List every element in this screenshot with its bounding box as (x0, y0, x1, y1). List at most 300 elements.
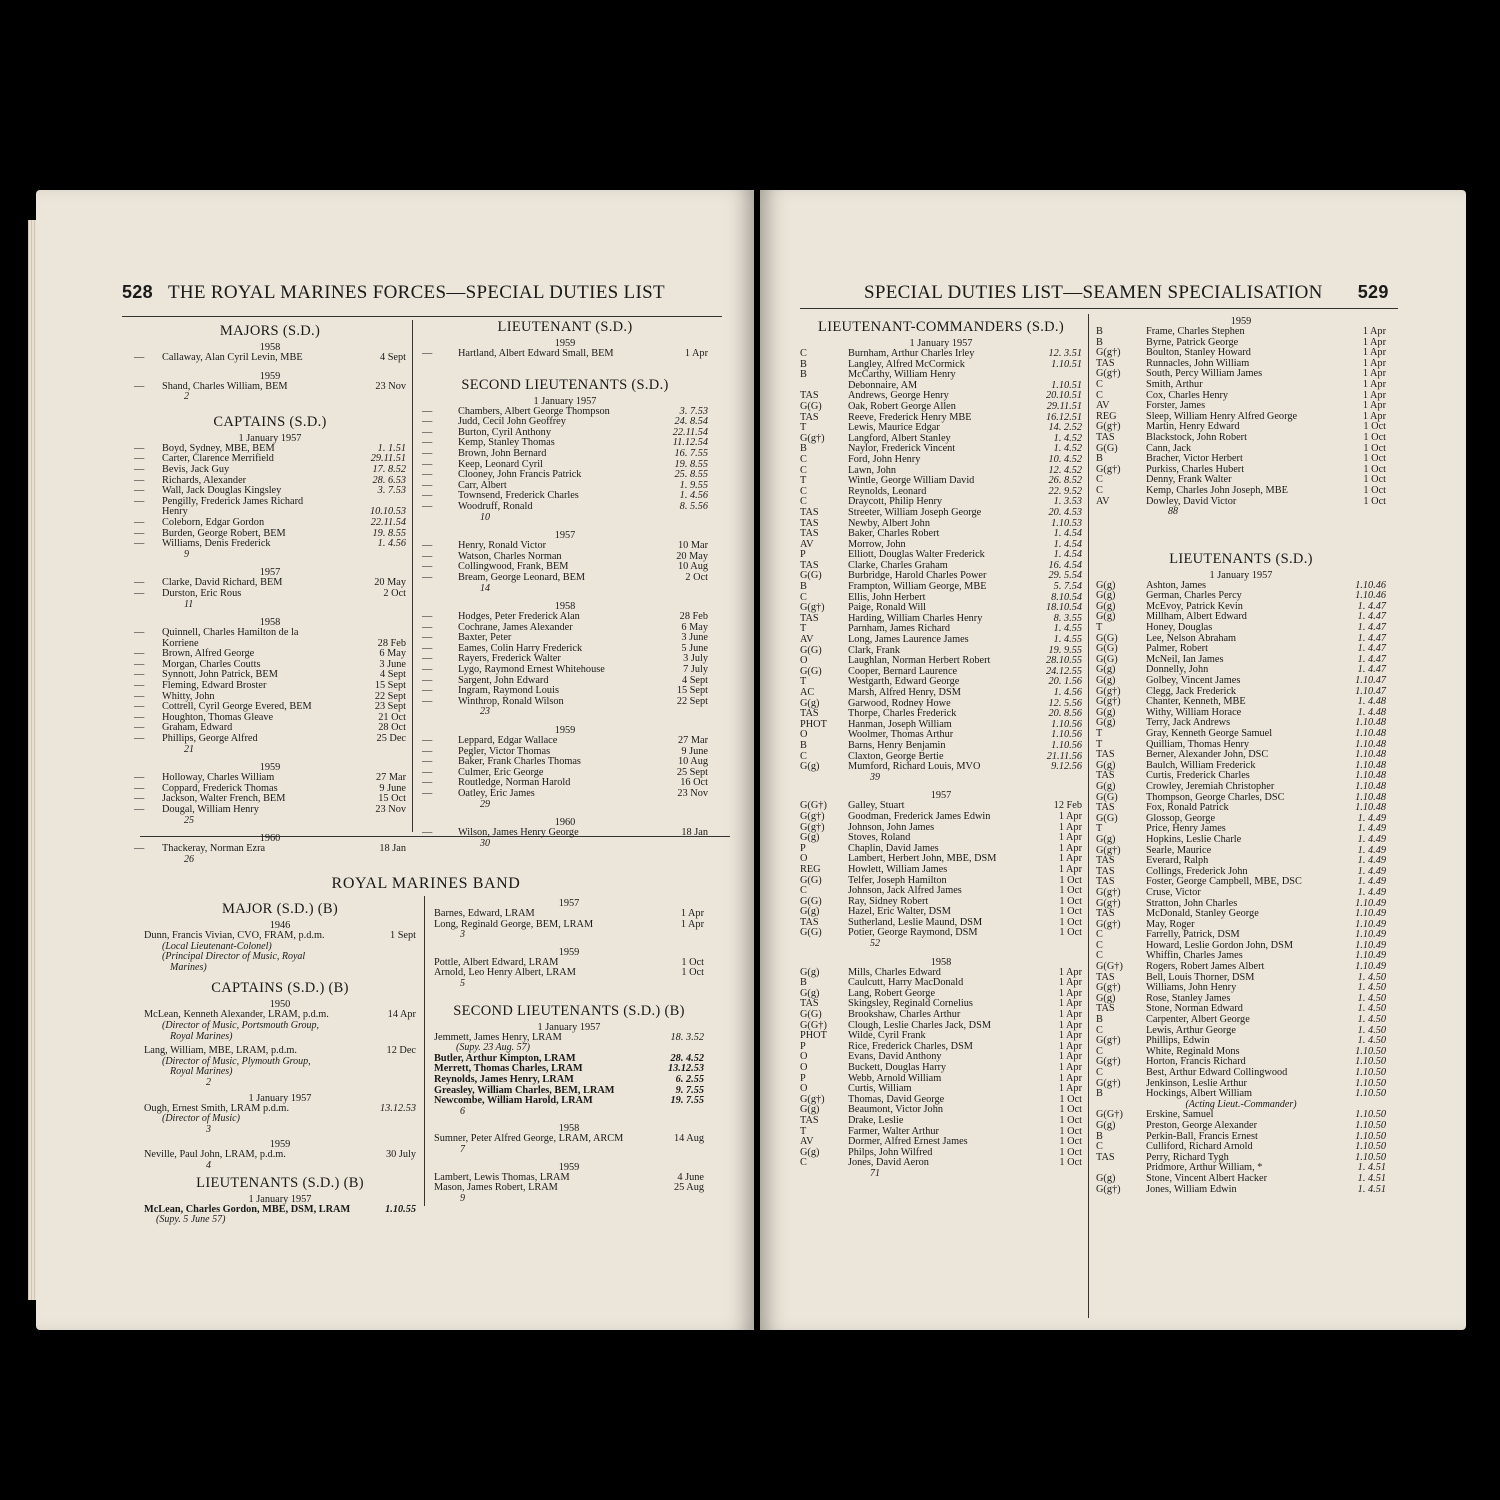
date: 2 Oct (383, 587, 406, 599)
date: 1 Apr (1362, 368, 1386, 380)
branch-code: TAS (1096, 971, 1115, 983)
date: 20.10.51 (1045, 390, 1082, 402)
date: 1. 4.56 (679, 490, 708, 502)
date: 1.10.51 (1051, 379, 1082, 391)
branch-code: O (800, 1051, 808, 1063)
name: Price, Henry James (1146, 823, 1226, 835)
date: 1.10.46 (1355, 579, 1386, 591)
branch-code: G(G) (800, 1009, 822, 1021)
date: 1.10.53 (1051, 517, 1082, 529)
branch-code: — (422, 745, 433, 757)
name: Preston, George Alexander (1146, 1119, 1258, 1131)
date: 1 Oct (1059, 1136, 1082, 1148)
name: Brookshaw, Charles Arthur (848, 1009, 961, 1021)
date: 1 Oct (1059, 916, 1082, 928)
year: 1959 (558, 946, 580, 958)
list-entry (134, 844, 406, 855)
date: 1.10.47 (1355, 675, 1386, 687)
date: 1.10.48 (1355, 738, 1386, 750)
note: (Director of Music, Portsmouth Group, (162, 1019, 320, 1031)
branch-code: C (1096, 474, 1103, 486)
branch-code: C (1096, 1141, 1103, 1153)
date: 29. 5.54 (1048, 570, 1082, 582)
name: Whitty, John (162, 690, 215, 702)
date: 8. 5.56 (679, 500, 708, 512)
count: 26 (184, 853, 194, 865)
left-col-a (134, 320, 406, 865)
branch-code: C (800, 750, 807, 762)
list-entry (1096, 793, 1386, 804)
list-entry (1096, 1068, 1386, 1079)
name: Mills, Charles Edward (848, 966, 941, 978)
list-entry (1096, 782, 1386, 793)
name: Boulton, Stanley Howard (1146, 347, 1251, 359)
branch-code: G(g) (1096, 579, 1116, 591)
date: 10 Aug (677, 756, 708, 768)
date: 1 Apr (1058, 832, 1082, 844)
right-page-header (864, 282, 1389, 304)
name: Telfer, Joseph Hamilton (848, 874, 947, 886)
date: 1 Oct (1059, 1093, 1082, 1105)
branch-code: TAS (800, 517, 819, 529)
name: Farmer, Walter Arthur (848, 1125, 939, 1137)
count: 71 (870, 1167, 880, 1179)
date: 3 June (681, 632, 708, 644)
date: 1 Apr (1058, 1083, 1082, 1095)
list-entry (134, 805, 406, 816)
date: 1. 4.50 (1357, 1024, 1386, 1036)
date: 20. 4.53 (1048, 506, 1082, 518)
date: 30 July (385, 1149, 416, 1161)
date: 15 Sept (374, 680, 406, 692)
list-entry (1096, 486, 1386, 497)
name: Pegler, Victor Thomas (458, 745, 551, 757)
name: Burbridge, Harold Charles Power (848, 570, 987, 582)
branch-code: G(g) (1096, 590, 1116, 602)
name: Baker, Charles Robert (848, 528, 940, 540)
name: Baulch, William Frederick (1146, 759, 1256, 771)
branch-code: G(g†) (1096, 897, 1121, 909)
count: 11 (184, 598, 194, 610)
date: 20 May (374, 577, 406, 589)
branch-code: C (800, 453, 807, 465)
name: Quinnell, Charles Hamilton de la (162, 627, 299, 639)
note: (Local Lieutenant-Colonel) (162, 940, 272, 952)
branch-code: — (422, 827, 433, 839)
name: Reeve, Frederick Henry MBE (848, 411, 972, 423)
branch-code: — (422, 611, 433, 623)
branch-code: G(G) (800, 400, 822, 412)
name: Perry, Richard Tygh (1146, 1151, 1229, 1163)
date: 11.12.54 (672, 437, 708, 449)
date: 22.11.54 (370, 516, 406, 528)
date: 1 Oct (1059, 927, 1082, 939)
branch-code: B (1096, 453, 1103, 465)
list-entry (800, 865, 1082, 876)
date: 13.12.53 (667, 1063, 704, 1075)
date: 27 Mar (677, 735, 708, 747)
year: 1 January 1957 (1209, 569, 1273, 581)
name: Curtis, William (848, 1083, 912, 1095)
year: 1958 (259, 617, 281, 629)
name: Donnelly, John (1146, 664, 1209, 676)
list-entry (434, 1075, 704, 1086)
branch-code: TAS (1096, 865, 1115, 877)
name: Ashton, James (1146, 579, 1207, 591)
name: Naylor, Frederick Vincent (848, 443, 956, 455)
date: 1.10.49 (1355, 897, 1386, 909)
name: Callaway, Alan Cyril Levin, MBE (162, 352, 303, 363)
date: 24.12.55 (1045, 665, 1082, 677)
open-book (36, 190, 1466, 1330)
name: Johnson, John James (848, 821, 935, 833)
branch-code: C (1096, 950, 1103, 962)
list-entry (1096, 412, 1386, 423)
branch-code: AC (800, 687, 815, 698)
name: Whiffin, Charles James (1146, 950, 1243, 962)
date: 18 Jan (379, 843, 406, 855)
count: 5 (460, 977, 465, 989)
name: Boyd, Sydney, MBE, BEM (162, 442, 275, 454)
date: 28. 4.52 (670, 1052, 704, 1064)
branch-code: G(g) (800, 1104, 820, 1116)
date: 3. 7.53 (679, 405, 708, 417)
name: Cruse, Victor (1146, 886, 1201, 898)
name: Garwood, Rodney Howe (848, 697, 951, 709)
name: Frampton, William George, MBE (848, 581, 987, 593)
name: Judd, Cecil John Geoffrey (458, 416, 566, 428)
name: Ellis, John Herbert (848, 591, 926, 603)
branch-code: C (800, 485, 807, 497)
list-entry (1096, 697, 1386, 708)
name: Glossop, George (1146, 812, 1216, 824)
name: Barnes, Edward, LRAM (434, 908, 535, 919)
list-entry (1096, 644, 1386, 655)
branch-code: G(G†) (800, 800, 827, 812)
date: 20. 8.56 (1048, 708, 1082, 720)
name: Crowley, Jeremiah Christopher (1146, 780, 1275, 792)
branch-code: G(g†) (800, 602, 825, 614)
branch-code: G(g†) (1096, 1056, 1121, 1068)
name: Jackson, Walter French, BEM (162, 793, 286, 805)
list-entry (1096, 888, 1386, 899)
date: 1.10.50 (1355, 1067, 1386, 1078)
name: Terry, Jack Andrews (1146, 717, 1231, 729)
band-entry (434, 1033, 704, 1044)
name: Coppard, Frederick Thomas (162, 782, 278, 794)
note: (Director of Music, Plymouth Group, (162, 1055, 311, 1067)
section-heading: SECOND LIEUTENANTS (S.D.) (461, 376, 669, 393)
list-entry (1096, 612, 1386, 623)
date: 1. 4.47 (1357, 632, 1386, 644)
band-rows (434, 1054, 704, 1107)
date: 19. 7.55 (670, 1095, 704, 1107)
list-entry (800, 508, 1082, 519)
list-entry (1096, 623, 1386, 634)
name: Foster, George Campbell, MBE, DSC (1146, 876, 1302, 888)
date: 28. 6.53 (372, 474, 406, 486)
section-heading: LIEUTENANTS (S.D.) (1169, 550, 1313, 567)
branch-code: G(G) (1096, 653, 1118, 665)
list-entry (1096, 983, 1386, 994)
date: 1.10.55 (385, 1203, 416, 1215)
name: Marsh, Alfred Henry, DSM (848, 687, 961, 698)
name: Fleming, Edward Broster (162, 680, 267, 692)
year: 1957 (554, 530, 576, 542)
name: Clegg, Jack Frederick (1146, 685, 1237, 697)
branch-code: TAS (1096, 855, 1115, 867)
name: Sleep, William Henry Alfred George (1146, 410, 1298, 422)
name: Evans, David Anthony (848, 1051, 942, 1063)
left-page-header (122, 282, 665, 304)
list-entry (1096, 1036, 1386, 1047)
list-entry (134, 382, 406, 393)
name: Leppard, Edgar Wallace (458, 735, 558, 747)
name: Long, Reginald George, BEM, LRAM (434, 918, 594, 930)
majors-list (134, 342, 406, 403)
branch-code: G(G) (1096, 791, 1118, 803)
date: 23 Nov (677, 788, 708, 799)
count: 14 (480, 582, 490, 594)
date: 6. 2.55 (675, 1073, 704, 1085)
lieutenant-list (422, 338, 708, 360)
date: 1 Apr (684, 348, 708, 359)
branch-code: G(g) (800, 987, 820, 999)
name: Rose, Stanley James (1146, 992, 1231, 1004)
list-entry (134, 539, 406, 550)
name: Honey, Douglas (1146, 622, 1213, 634)
date: 1 Oct (1059, 1114, 1082, 1126)
branch-code: TAS (800, 559, 819, 571)
name: Woodruff, Ronald (458, 500, 533, 512)
branch-code: T (1096, 622, 1103, 634)
count: 3 (460, 929, 465, 941)
date: 1. 1.51 (377, 442, 406, 454)
name: Ough, Ernest Smith, LRAM p.d.m. (144, 1102, 290, 1114)
date: 1 Oct (1059, 885, 1082, 897)
date: 6 May (379, 648, 406, 660)
date: 1 Oct (1363, 484, 1386, 496)
branch-code: TAS (800, 506, 819, 518)
date: 1 Apr (1058, 1030, 1082, 1042)
date: 19. 8.55 (372, 527, 406, 539)
list-entry (422, 449, 708, 460)
list-entry (800, 519, 1082, 530)
date: 1 Oct (681, 967, 704, 979)
count: 10 (480, 511, 490, 523)
branch-code: T (1096, 728, 1103, 739)
name: Brown, John Bernard (458, 447, 547, 459)
count: 25 (184, 814, 194, 826)
date: 1. 4.47 (1357, 664, 1386, 676)
branch-code: C (1096, 378, 1103, 390)
date: 25 Sept (676, 766, 708, 778)
date: 5. 7.54 (1053, 581, 1082, 593)
date: 15 Sept (676, 685, 708, 697)
list-entry (800, 1148, 1082, 1159)
name: McNeil, Ian James (1146, 653, 1224, 665)
branch-code: — (134, 380, 145, 392)
band-column-divider (424, 896, 425, 1206)
list-entry (134, 589, 406, 600)
date: 1 Apr (1058, 1072, 1082, 1084)
branch-code: B (800, 977, 807, 989)
list-entry (134, 734, 406, 745)
date: 1. 3.53 (1053, 496, 1082, 508)
date: 7 July (683, 664, 708, 676)
date: 1. 4.49 (1357, 886, 1386, 898)
branch-code: G(G†) (1096, 1109, 1123, 1121)
date: 1 Apr (1058, 810, 1082, 822)
branch-code: — (134, 772, 145, 784)
name: Oatley, Eric James (458, 788, 535, 799)
branch-code: C (1096, 1067, 1103, 1078)
list-entry (800, 402, 1082, 413)
date: 1. 4.49 (1357, 823, 1386, 835)
name: Dougal, William Henry (162, 804, 259, 815)
branch-code: TAS (800, 411, 819, 423)
date: 1. 4.50 (1357, 982, 1386, 994)
name: Stone, Norman Edward (1146, 1003, 1243, 1015)
date: 16. 7.55 (674, 447, 708, 459)
note: (Supy. 23 Aug. 57) (456, 1042, 530, 1054)
name: Barns, Henry Benjamin (848, 739, 946, 751)
branch-code: G(G) (800, 644, 822, 656)
date: 9 June (379, 782, 406, 794)
name: Ray, Sidney Robert (848, 895, 929, 907)
name: Cann, Jack (1146, 442, 1192, 454)
branch-code: TAS (800, 916, 819, 928)
branch-code: — (134, 627, 145, 639)
list-entry (800, 455, 1082, 466)
branch-code: C (800, 591, 807, 603)
year: 1946 (269, 920, 291, 931)
branch-code: G(g†) (1096, 1035, 1121, 1047)
page-title: SPECIAL DUTIES LIST—SEAMEN SPECIALISATION (864, 282, 1323, 303)
name: Quilliam, Thomas Henry (1146, 738, 1250, 750)
year: 1 January 1957 (537, 1021, 601, 1033)
list-entry (800, 928, 1082, 939)
name: Bracher, Victor Herbert (1146, 453, 1243, 465)
branch-code: C (1096, 1045, 1103, 1057)
name: Searle, Maurice (1146, 844, 1212, 856)
date: 1.10.46 (1355, 590, 1386, 602)
name: Newcombe, William Harold, LRAM (434, 1095, 593, 1107)
name: Martin, Henry Edward (1146, 421, 1240, 433)
branch-code: G(g†) (1096, 421, 1121, 433)
date: 1.10.48 (1355, 791, 1386, 803)
name: Gray, Kenneth George Samuel (1146, 728, 1273, 739)
branch-code: — (134, 485, 145, 497)
date: 1. 4.47 (1357, 611, 1386, 623)
branch-code: G(g) (1096, 664, 1116, 676)
date: 1 Apr (1058, 998, 1082, 1010)
name: Golbey, Vincent James (1146, 675, 1241, 687)
list-entry (1096, 824, 1386, 835)
date: 16 Oct (680, 777, 708, 789)
branch-code: G(G) (800, 927, 822, 939)
date: 1 Oct (1363, 421, 1386, 433)
name: Burden, George Robert, BEM (162, 527, 286, 539)
band-major-heading: MAJOR (S.D.) (B) (222, 901, 338, 917)
name: Williams, Denis Frederick (162, 538, 271, 550)
name: McLean, Charles Gordon, MBE, DSM, LRAM (144, 1203, 351, 1215)
list-entry (1096, 433, 1386, 444)
branch-code: — (134, 701, 145, 713)
name: Korriene (162, 637, 199, 649)
date: 1.10.50 (1355, 1056, 1386, 1068)
count: 52 (870, 938, 880, 950)
band-rows (434, 1173, 704, 1194)
name: Houghton, Thomas Gleave (162, 711, 274, 723)
branch-code: B (1096, 326, 1103, 337)
name: Clough, Leslie Charles Jack, DSM (848, 1019, 991, 1031)
date: 1.10.49 (1355, 961, 1386, 973)
branch-code: TAS (1096, 770, 1115, 782)
list-entry (422, 349, 708, 360)
date: 1.10.48 (1355, 749, 1386, 761)
branch-code: G(g) (1096, 1172, 1116, 1184)
count: 88 (1168, 506, 1178, 518)
branch-code: — (422, 632, 433, 644)
date: 1.10.48 (1355, 728, 1386, 739)
date: 4 Sept (681, 674, 708, 686)
year: 1959 (259, 762, 281, 774)
date: 12 Feb (1053, 800, 1082, 812)
name: Farrelly, Patrick, DSM (1146, 929, 1240, 941)
date: 3. 7.53 (377, 485, 406, 497)
branch-code: — (134, 669, 145, 681)
date: 1 Apr (1058, 1040, 1082, 1052)
date: 25 Dec (376, 733, 406, 745)
date: 1 Apr (1362, 410, 1386, 422)
branch-code: TAS (800, 998, 819, 1010)
name: Brown, Alfred George (162, 648, 255, 660)
branch-code: G(G) (800, 665, 822, 677)
date: 1 Apr (1362, 400, 1386, 412)
year: 1 January 1957 (238, 432, 302, 444)
name: Parnham, James Richard (848, 623, 951, 635)
branch-code: — (134, 680, 145, 692)
name: Phillips, Edwin (1146, 1035, 1210, 1047)
branch-code: O (800, 1062, 808, 1073)
branch-code: G(g) (800, 1146, 820, 1158)
list-entry (1096, 380, 1386, 391)
list-entry (1096, 920, 1386, 931)
name: Skingsley, Reginald Cornelius (848, 998, 973, 1010)
branch-code: — (422, 479, 433, 491)
branch-code: — (422, 653, 433, 665)
name: Cooper, Bernard Laurence (848, 665, 958, 677)
list-entry (800, 762, 1082, 773)
name: Dowley, David Victor (1146, 495, 1237, 507)
name: Henry, Ronald Victor (458, 540, 547, 552)
date: 1 Oct (1059, 874, 1082, 886)
section-heading: LIEUTENANT (S.D.) (497, 319, 633, 335)
date: 23 Nov (375, 380, 406, 392)
branch-code: B (800, 358, 807, 370)
list-entry (134, 353, 406, 364)
date: 1 Apr (1058, 966, 1082, 978)
band-col-b (434, 898, 704, 1204)
branch-code: G(g) (1096, 717, 1116, 729)
name: Keep, Leonard Cyril (458, 458, 543, 470)
year: 1950 (269, 999, 291, 1011)
name: Hopkins, Leslie Charle (1146, 833, 1242, 845)
name: Dunn, Francis Vivian, CVO, FRAM, p.d.m. (144, 930, 325, 941)
date: 1 Oct (1059, 1146, 1082, 1158)
branch-code: G(G†) (800, 1019, 827, 1031)
